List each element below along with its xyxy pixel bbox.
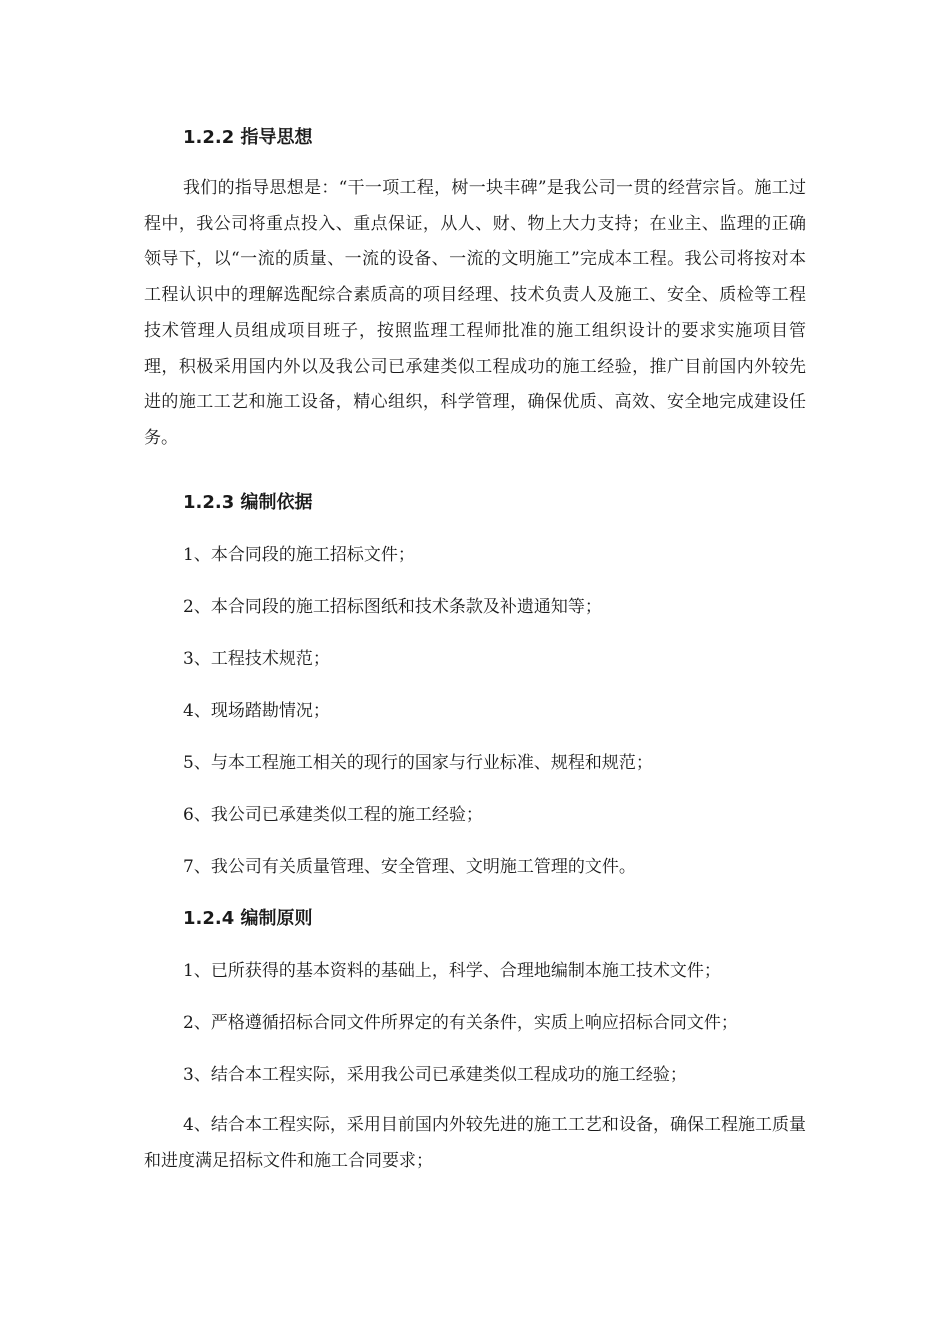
principle-item-3: 3、结合本工程实际，采用我公司已承建类似工程成功的施工经验； xyxy=(183,1065,687,1085)
principle-item-2: 2、严格遵循招标合同文件所界定的有关条件，实质上响应招标合同文件； xyxy=(183,1013,738,1033)
section-heading-1-2-3: 1.2.3 编制依据 xyxy=(183,492,313,513)
principle-item-4: 4、结合本工程实际，采用目前国内外较先进的施工工艺和设备，确保工程施工质量和进度满足招标文件和施工合同要求； xyxy=(144,1115,806,1171)
basis-item-7: 7、我公司有关质量管理、安全管理、文明施工管理的文件。 xyxy=(183,857,636,877)
basis-item-3: 3、工程技术规范； xyxy=(183,649,330,669)
section-heading-1-2-4: 1.2.4 编制原则 xyxy=(183,908,313,929)
principle-item-1: 1、已所获得的基本资料的基础上，科学、合理地编制本施工技术文件； xyxy=(183,961,721,981)
section-heading-1-2-2: 1.2.2 指导思想 xyxy=(183,127,313,148)
basis-item-5: 5、与本工程施工相关的现行的国家与行业标准、规程和规范； xyxy=(183,753,653,773)
basis-item-4: 4、现场踏勘情况； xyxy=(183,701,330,721)
basis-item-1: 1、本合同段的施工招标文件； xyxy=(183,545,415,565)
basis-item-6: 6、我公司已承建类似工程的施工经验； xyxy=(183,805,483,825)
basis-item-2: 2、本合同段的施工招标图纸和技术条款及补遗通知等； xyxy=(183,597,602,617)
guiding-ideology-paragraph: 我们的指导思想是：“干一项工程，树一块丰碑”是我公司一贯的经营宗旨。施工过程中，我公司将重点投入、重点保证，从人、财、物上大力支持；在业主、监理的正确领导下，以“一流的质量、一流的设备、一流的文明施工”完成本工程。我公司将按对本工程认识中的理解选配综合素质高的项目经理、技术负责人及施工、安全、质检等工程技术管理人员组成项目班子，按照监理工程师批准的施工组织设计的要求实施项目管理，积极采用国内外以及我公司已承建类似工程成功的施工经验，推广目前国内外较先进的施工工艺和施工设备，精心组织，科学管理，确保优质、高效、安全地完成建设任务。 xyxy=(144,178,806,448)
